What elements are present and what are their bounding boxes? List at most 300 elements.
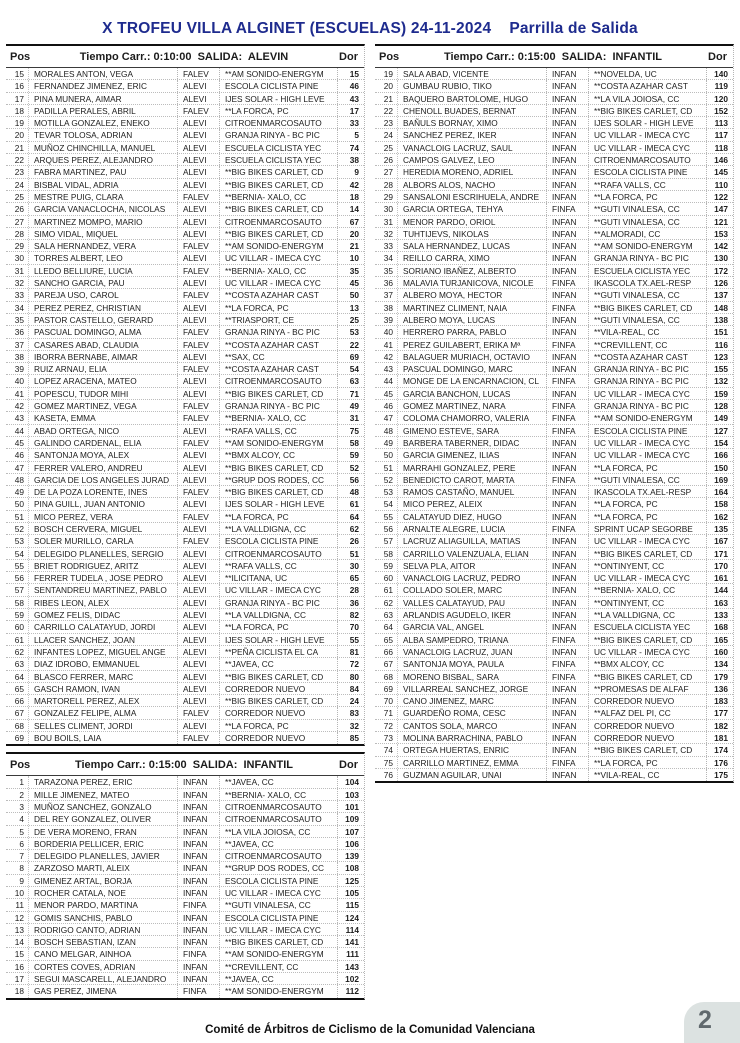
cell-pos: 64 xyxy=(383,622,393,633)
cell-pos: 30 xyxy=(14,253,24,264)
cell-pos: 63 xyxy=(383,610,393,621)
cell-team: **BMX ALCOY, CC xyxy=(219,449,337,460)
cell-team: CORREDOR NUEVO xyxy=(588,732,706,743)
cell-team: CITROENMARCOSAUTO xyxy=(219,801,337,812)
cell-cat: FINFA xyxy=(546,523,588,534)
table-row xyxy=(375,363,733,375)
cell-name: DE LA POZA LORENTE, INES xyxy=(28,486,177,497)
cell-cat: ALEVI xyxy=(177,277,219,288)
table-row xyxy=(375,154,733,166)
cell-team: **JAVEA, CC xyxy=(219,838,337,849)
cell-cat: INFAN xyxy=(546,314,588,325)
cell-name: MUÑOZ CHINCHILLA, MANUEL xyxy=(28,142,177,153)
cell-dor: 142 xyxy=(706,240,733,251)
cell-dor: 71 xyxy=(337,388,364,399)
cell-pos: 39 xyxy=(383,314,393,325)
cell-dor: 171 xyxy=(706,548,733,559)
cell-cat: INFAN xyxy=(546,597,588,608)
cell-name: TORRES ALBERT, LEO xyxy=(28,252,177,263)
cell-pos: 55 xyxy=(14,560,24,571)
table-row xyxy=(375,621,733,633)
cell-name: ZARZOSO MARTI, ALEIX xyxy=(28,862,177,873)
cell-pos: 2 xyxy=(19,789,24,800)
table-row xyxy=(6,142,364,154)
cell-team: IJES SOLAR - HIGH LEVE xyxy=(219,634,337,645)
cell-dor: 138 xyxy=(706,314,733,325)
table-row xyxy=(375,326,733,338)
cell-cat: FINFA xyxy=(546,425,588,436)
start-grid-table-alevin xyxy=(6,44,365,746)
cell-cat: ALEVI xyxy=(177,179,219,190)
table-row xyxy=(375,203,733,215)
cell-name: MARRAHI GONZALEZ, PERE xyxy=(397,462,546,473)
cell-cat: FALEV xyxy=(177,339,219,350)
cell-cat: ALEVI xyxy=(177,695,219,706)
cell-cat: INFAN xyxy=(546,744,588,755)
cell-team: GRANJA RINYA - BC PIC xyxy=(588,363,706,374)
cell-name: PINA MUNERA, AIMAR xyxy=(28,93,177,104)
cell-team: **RAFA VALLS, CC xyxy=(588,179,706,190)
cell-name: GOMEZ MARTINEZ, NARA xyxy=(397,400,546,411)
cell-cat: ALEVI xyxy=(177,584,219,595)
table-row xyxy=(6,961,364,973)
cell-name: SALA ABAD, VICENTE xyxy=(397,68,546,79)
cell-cat: FALEV xyxy=(177,400,219,411)
cell-team: **SAX, CC xyxy=(219,351,337,362)
cell-pos: 76 xyxy=(383,769,393,780)
cell-name: HERRERO PARRA, PABLO xyxy=(397,326,546,337)
cell-team: **ALMORADI, CC xyxy=(588,228,706,239)
table-row xyxy=(375,252,733,264)
table-row xyxy=(375,228,733,240)
cell-pos: 66 xyxy=(14,696,24,707)
cell-dor: 45 xyxy=(337,277,364,288)
cell-name: ALBA SAMPEDRO, TRIANA xyxy=(397,634,546,645)
cell-dor: 159 xyxy=(706,388,733,399)
cell-team: CITROENMARCOSAUTO xyxy=(219,548,337,559)
cell-name: DELEGIDO PLANELLES, SERGIO xyxy=(28,548,177,559)
cell-dor: 168 xyxy=(706,621,733,632)
cell-cat: ALEVI xyxy=(177,683,219,694)
table-row xyxy=(375,597,733,609)
cell-cat: ALEVI xyxy=(177,425,219,436)
cell-name: MICO PEREZ, ALEIX xyxy=(397,498,546,509)
cell-team: IJES SOLAR - HIGH LEVE xyxy=(219,93,337,104)
cell-pos: 39 xyxy=(14,364,24,375)
cell-name: SANCHEZ PEREZ, IKER xyxy=(397,129,546,140)
table-row xyxy=(375,695,733,707)
col-header-pos: Pos xyxy=(379,50,400,63)
cell-pos: 30 xyxy=(383,204,393,215)
cell-cat: INFAN xyxy=(546,584,588,595)
cell-team: ESCOLA CICLISTA PINE xyxy=(219,535,337,546)
cell-pos: 51 xyxy=(14,511,24,522)
table-row xyxy=(6,862,364,874)
table-row xyxy=(6,302,364,314)
cell-team: **BIG BIKES CARLET, CD xyxy=(219,179,337,190)
cell-dor: 110 xyxy=(706,179,733,190)
cell-pos: 57 xyxy=(14,585,24,596)
cell-dor: 127 xyxy=(706,425,733,436)
cell-dor: 119 xyxy=(706,80,733,91)
cell-dor: 155 xyxy=(706,363,733,374)
table-row xyxy=(6,277,364,289)
cell-team: SPRINT UCAP SEGORBE xyxy=(588,523,706,534)
cell-pos: 40 xyxy=(14,376,24,387)
cell-cat: ALEVI xyxy=(177,671,219,682)
cell-cat: INFAN xyxy=(546,191,588,202)
cell-cat: ALEVI xyxy=(177,203,219,214)
cell-team: **BIG BIKES CARLET, CD xyxy=(219,695,337,706)
cell-team: **GRUP DOS RODES, CC xyxy=(219,474,337,485)
cell-team: **ONTINYENT, CC xyxy=(588,597,706,608)
cell-name: GASCH RAMON, IVAN xyxy=(28,683,177,694)
cell-cat: INFAN xyxy=(177,826,219,837)
cell-pos: 13 xyxy=(14,924,24,935)
cell-cat: FINFA xyxy=(546,634,588,645)
cell-dor: 162 xyxy=(706,511,733,522)
cell-dor: 55 xyxy=(337,634,364,645)
cell-name: TUHTIJEVS, NIKOLAS xyxy=(397,228,546,239)
cell-pos: 42 xyxy=(383,351,393,362)
cell-team: IKASCOLA TX.AEL-RESP xyxy=(588,486,706,497)
table-row xyxy=(6,912,364,924)
cell-name: SALA HERNANDEZ, VERA xyxy=(28,240,177,251)
cell-team: **BERNIA- XALO, CC xyxy=(219,412,337,423)
cell-cat: FALEV xyxy=(177,486,219,497)
cell-team: **RAFA VALLS, CC xyxy=(219,560,337,571)
cell-cat: ALEVI xyxy=(177,609,219,620)
cell-team: **AM SONIDO-ENERGYM xyxy=(588,240,706,251)
cell-pos: 12 xyxy=(14,912,24,923)
table-row xyxy=(6,523,364,535)
table-row xyxy=(6,826,364,838)
cell-pos: 20 xyxy=(14,130,24,141)
cell-pos: 33 xyxy=(383,241,393,252)
cell-team: GRANJA RINYA - BC PIC xyxy=(219,597,337,608)
cell-pos: 33 xyxy=(14,290,24,301)
cell-pos: 38 xyxy=(383,302,393,313)
cell-name: CARRILLO MARTINEZ, EMMA xyxy=(397,757,546,768)
cell-cat: ALEVI xyxy=(177,93,219,104)
document-page xyxy=(0,20,740,1036)
cell-name: MALAVIA TURJANICOVA, NICOLE xyxy=(397,277,546,288)
cell-pos: 25 xyxy=(14,191,24,202)
cell-name: DELEGIDO PLANELLES, JAVIER xyxy=(28,850,177,861)
cell-name: MOTILLA GONZALEZ, ENEKO xyxy=(28,117,177,128)
cell-pos: 17 xyxy=(14,974,24,985)
cell-name: DIAZ IDROBO, EMMANUEL xyxy=(28,658,177,669)
cell-team: CITROENMARCOSAUTO xyxy=(588,154,706,165)
cell-pos: 72 xyxy=(383,720,393,731)
table-row xyxy=(6,437,364,449)
cell-team: ESCOLA CICLISTA PINE xyxy=(219,912,337,923)
cell-team: **BIG BIKES CARLET, CD xyxy=(219,486,337,497)
cell-cat: FINFA xyxy=(546,375,588,386)
cell-pos: 45 xyxy=(14,437,24,448)
table-body xyxy=(6,776,364,997)
cell-team: ESCUELA CICLISTA YEC xyxy=(588,621,706,632)
cell-cat: INFAN xyxy=(177,838,219,849)
table-body xyxy=(375,68,733,781)
cell-name: CALATAYUD DIEZ, HUGO xyxy=(397,511,546,522)
cell-team: **LA VALLDIGNA, CC xyxy=(588,609,706,620)
cell-team: **BIG BIKES CARLET, CD xyxy=(219,166,337,177)
cell-name: COLOMA CHAMORRO, VALERIA xyxy=(397,412,546,423)
cell-name: SOLER MURILLO, CARLA xyxy=(28,535,177,546)
cell-team: **GUTI VINALESA, CC xyxy=(588,474,706,485)
cell-dor: 67 xyxy=(337,216,364,227)
cell-pos: 49 xyxy=(14,487,24,498)
cell-cat: INFAN xyxy=(177,973,219,984)
cell-name: ALBERO MOYA, HECTOR xyxy=(397,289,546,300)
cell-team: UC VILLAR - IMECA CYC xyxy=(588,142,706,153)
table-row xyxy=(6,973,364,985)
cell-cat: FALEV xyxy=(177,732,219,744)
cell-cat: INFAN xyxy=(546,535,588,546)
cell-dor: 145 xyxy=(706,166,733,177)
cell-dor: 102 xyxy=(337,973,364,984)
cell-pos: 21 xyxy=(14,142,24,153)
cell-dor: 154 xyxy=(706,437,733,448)
cell-name: COLLADO SOLER, MARC xyxy=(397,584,546,595)
cell-cat: FINFA xyxy=(546,671,588,682)
cell-team: **GUTI VINALESA, CC xyxy=(588,289,706,300)
right-column xyxy=(375,44,734,1000)
table-row xyxy=(6,548,364,560)
cell-name: LOPEZ ARACENA, MATEO xyxy=(28,375,177,386)
cell-dor: 161 xyxy=(706,572,733,583)
cell-cat: INFAN xyxy=(546,166,588,177)
cell-pos: 56 xyxy=(383,523,393,534)
cell-name: MENOR PARDO, MARTINA xyxy=(28,899,177,910)
table-row xyxy=(6,732,364,744)
table-row xyxy=(375,744,733,756)
cell-team: **BIG BIKES CARLET, CD xyxy=(219,203,337,214)
cell-dor: 151 xyxy=(706,326,733,337)
cell-dor: 31 xyxy=(337,412,364,423)
cell-pos: 51 xyxy=(383,462,393,473)
table-row xyxy=(6,621,364,633)
cell-pos: 69 xyxy=(383,683,393,694)
cell-dor: 144 xyxy=(706,584,733,595)
cell-name: TARAZONA PEREZ, ERIC xyxy=(28,776,177,787)
cell-name: ARLANDIS AGUDELO, IKER xyxy=(397,609,546,620)
cell-name: GOMEZ MARTINEZ, VEGA xyxy=(28,400,177,411)
cell-pos: 53 xyxy=(14,536,24,547)
table-row xyxy=(375,634,733,646)
cell-dor: 108 xyxy=(337,862,364,873)
cell-dor: 105 xyxy=(337,887,364,898)
table-row xyxy=(6,203,364,215)
cell-pos: 5 xyxy=(19,826,24,837)
cell-cat: INFAN xyxy=(546,695,588,706)
cell-cat: FINFA xyxy=(177,985,219,997)
cell-pos: 23 xyxy=(14,167,24,178)
cell-cat: FALEV xyxy=(177,289,219,300)
cell-name: GARCIA ORTEGA, TEHYA xyxy=(397,203,546,214)
cell-cat: FINFA xyxy=(546,277,588,288)
cell-pos: 19 xyxy=(14,118,24,129)
cell-team: **COSTA AZAHAR CAST xyxy=(219,339,337,350)
cell-cat: INFAN xyxy=(546,720,588,731)
cell-cat: ALEVI xyxy=(177,166,219,177)
cell-name: GUZMAN AGUILAR, UNAI xyxy=(397,769,546,781)
table-row xyxy=(6,117,364,129)
cell-name: RAMOS CASTAÑO, MANUEL xyxy=(397,486,546,497)
cell-team: CORREDOR NUEVO xyxy=(588,720,706,731)
cell-dor: 132 xyxy=(706,375,733,386)
cell-team: **VILA-REAL, CC xyxy=(588,769,706,781)
cell-pos: 31 xyxy=(14,265,24,276)
table-row xyxy=(6,924,364,936)
cell-cat: ALEVI xyxy=(177,462,219,473)
cell-pos: 23 xyxy=(383,118,393,129)
cell-dor: 109 xyxy=(337,813,364,824)
cell-pos: 61 xyxy=(14,634,24,645)
cell-cat: ALEVI xyxy=(177,375,219,386)
cell-dor: 163 xyxy=(706,597,733,608)
page-number: 2 xyxy=(698,1006,712,1034)
cell-dor: 169 xyxy=(706,474,733,485)
cell-team: GRANJA RINYA - BC PIC xyxy=(588,400,706,411)
cell-cat: INFAN xyxy=(546,363,588,374)
cell-name: GALINDO CARDENAL, ELIA xyxy=(28,437,177,448)
cell-team: **COSTA AZAHAR CAST xyxy=(219,363,337,374)
cell-dor: 56 xyxy=(337,474,364,485)
cell-team: **LA FORCA, PC xyxy=(588,462,706,473)
table-row xyxy=(375,658,733,670)
cell-name: PEREZ PEREZ, CHRISTIAN xyxy=(28,302,177,313)
table-row xyxy=(375,437,733,449)
table-row xyxy=(6,584,364,596)
table-row xyxy=(6,80,364,92)
cell-dor: 164 xyxy=(706,486,733,497)
cell-cat: ALEVI xyxy=(177,720,219,731)
cell-dor: 134 xyxy=(706,658,733,669)
cell-name: PASCUAL DOMINGO, ALMA xyxy=(28,326,177,337)
cell-pos: 35 xyxy=(383,265,393,276)
table-row xyxy=(6,339,364,351)
cell-cat: ALEVI xyxy=(177,314,219,325)
cell-team: UC VILLAR - IMECA CYC xyxy=(588,388,706,399)
cell-pos: 52 xyxy=(383,474,393,485)
table-row xyxy=(6,474,364,486)
cell-cat: INFAN xyxy=(177,961,219,972)
cell-dor: 51 xyxy=(337,548,364,559)
cell-pos: 40 xyxy=(383,327,393,338)
cell-pos: 8 xyxy=(19,863,24,874)
cell-cat: INFAN xyxy=(546,228,588,239)
cell-name: PINA GUILL, JUAN ANTONIO xyxy=(28,498,177,509)
table-row xyxy=(6,646,364,658)
table-row xyxy=(375,289,733,301)
cell-name: FERRER VALERO, ANDREU xyxy=(28,462,177,473)
table-row xyxy=(6,191,364,203)
table-row xyxy=(6,838,364,850)
cell-team: ESCOLA CICLISTA PINE xyxy=(219,80,337,91)
cell-cat: ALEVI xyxy=(177,548,219,559)
table-row xyxy=(6,314,364,326)
cell-pos: 22 xyxy=(14,155,24,166)
cell-name: SANSALONI ESCRIHUELA, ANDRE xyxy=(397,191,546,202)
cell-team: **JAVEA, CC xyxy=(219,776,337,787)
cell-cat: INFAN xyxy=(546,511,588,522)
cell-dor: 107 xyxy=(337,826,364,837)
cell-dor: 82 xyxy=(337,609,364,620)
table-row xyxy=(6,572,364,584)
cell-dor: 182 xyxy=(706,720,733,731)
cell-team: **JAVEA, CC xyxy=(219,973,337,984)
cell-name: VILLARREAL SANCHEZ, JORGE xyxy=(397,683,546,694)
cell-dor: 70 xyxy=(337,621,364,632)
table-row xyxy=(6,375,364,387)
cell-team: **COSTA AZAHAR CAST xyxy=(588,351,706,362)
cell-name: CASARES ABAD, CLAUDIA xyxy=(28,339,177,350)
cell-team: UC VILLAR - IMECA CYC xyxy=(219,887,337,898)
cell-pos: 46 xyxy=(383,401,393,412)
cell-pos: 38 xyxy=(14,351,24,362)
cell-dor: 174 xyxy=(706,744,733,755)
table-row xyxy=(6,289,364,301)
cell-dor: 22 xyxy=(337,339,364,350)
cell-dor: 136 xyxy=(706,683,733,694)
cell-name: MARTINEZ MOMPO, MARIO xyxy=(28,216,177,227)
cell-dor: 146 xyxy=(706,154,733,165)
footer-text: Comité de Árbitros de Ciclismo de la Comunidad Valenciana xyxy=(205,1024,535,1036)
cell-cat: INFAN xyxy=(546,154,588,165)
cell-dor: 14 xyxy=(337,203,364,214)
cell-pos: 44 xyxy=(14,425,24,436)
cell-cat: INFAN xyxy=(177,789,219,800)
cell-team: ESCUELA CICLISTA YEC xyxy=(588,265,706,276)
cell-team: **AM SONIDO-ENERGYM xyxy=(219,68,337,79)
cell-pos: 29 xyxy=(383,191,393,202)
cell-dor: 126 xyxy=(706,277,733,288)
cell-team: UC VILLAR - IMECA CYC xyxy=(588,535,706,546)
cell-dor: 30 xyxy=(337,560,364,571)
cell-name: BENEDICTO CAROT, MARTA xyxy=(397,474,546,485)
cell-pos: 47 xyxy=(14,462,24,473)
table-row xyxy=(375,216,733,228)
cell-dor: 42 xyxy=(337,179,364,190)
cell-name: GONZALEZ FELIPE, ALMA xyxy=(28,707,177,718)
cell-cat: INFAN xyxy=(546,289,588,300)
cell-cat: ALEVI xyxy=(177,216,219,227)
table-row xyxy=(6,363,364,375)
cell-dor: 153 xyxy=(706,228,733,239)
cell-cat: INFAN xyxy=(177,924,219,935)
cell-cat: ALEVI xyxy=(177,560,219,571)
cell-team: **GUTI VINALESA, CC xyxy=(588,216,706,227)
cell-dor: 28 xyxy=(337,584,364,595)
cell-team: UC VILLAR - IMECA CYC xyxy=(219,584,337,595)
table-row xyxy=(375,129,733,141)
cell-pos: 43 xyxy=(14,413,24,424)
table-row xyxy=(375,166,733,178)
cell-team: UC VILLAR - IMECA CYC xyxy=(588,572,706,583)
cell-pos: 16 xyxy=(14,961,24,972)
cell-team: **BIG BIKES CARLET, CD xyxy=(219,936,337,947)
cell-team: **BERNIA- XALO, CC xyxy=(588,584,706,595)
cell-pos: 32 xyxy=(14,278,24,289)
cell-dor: 130 xyxy=(706,252,733,263)
cell-dor: 104 xyxy=(337,776,364,787)
cell-team: **LA FORCA, PC xyxy=(588,757,706,768)
cell-name: CANO MELGAR, AINHOA xyxy=(28,948,177,959)
cell-pos: 18 xyxy=(14,986,24,997)
cell-dor: 33 xyxy=(337,117,364,128)
